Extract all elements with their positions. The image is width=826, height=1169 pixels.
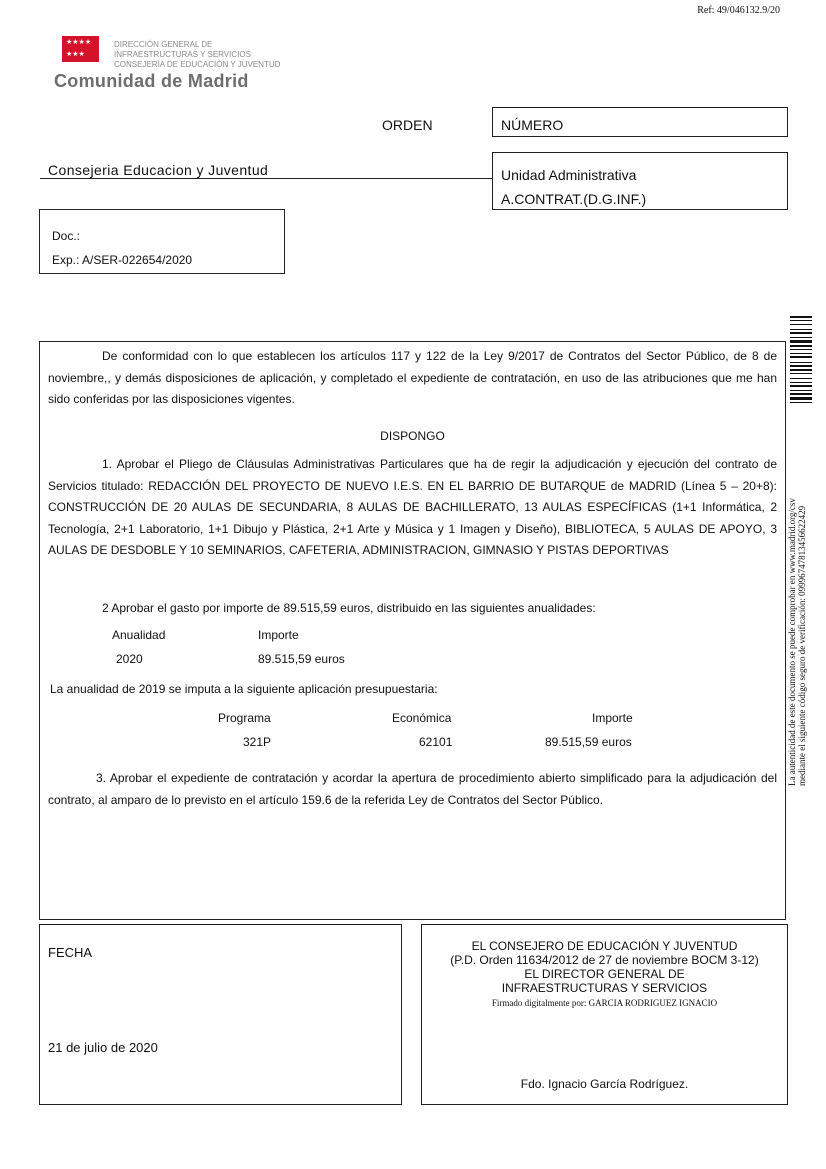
intro-paragraph: De conformidad con lo que establecen los artículos 117 y 122 de la Ley 9/2017 de Contratos del Sector Público, de 8 de noviembre,, y demás disposiciones de aplicación, y completado el expediente de contratación, en uso de las atribuciones que me han sido conferidas por las disposiciones vigentes.: [48, 349, 777, 406]
economica-header: Económica: [392, 711, 452, 725]
consejeria-name: Consejeria Educacion y Juventud: [48, 162, 269, 178]
fecha-label: FECHA: [48, 945, 93, 960]
importe-header: Importe: [258, 628, 299, 642]
issuer-header: [114, 40, 280, 70]
verification-line-2: mediante el siguiente código seguro de verificación: 0999674781345662242​9: [797, 505, 807, 786]
programa-value: 321P: [243, 735, 272, 749]
point-3: 3. Aprobar el expediente de contratación y acordar la apertura de procedimiento abierto simplificado para la adjudicación del contrato, al amparo de lo previsto en el artículo 159.6 de la referida Ley de Contratos del Sector Público.: [48, 771, 777, 807]
aplicacion-importe-header: Importe: [592, 711, 633, 725]
point-1: 1. Aprobar el Pliego de Cláusulas Administrativas Particulares que ha de regir la adjudicación y ejecución del contrato de Servicios titulado: REDACCIÓN DEL PROYECTO DE NUEVO I.E.S. EN EL BARRIO DE BUTARQUE de MADRID (Línea 5 – 20+8): CONSTRUCCIÓN DE 20 AULAS DE SECUNDARIA, 8 AULAS DE BACHILLERATO, 13 AULAS ESPECÍFICAS (1+1 Informática, 2 Tecnología, 2+1 Laboratorio, 1+1 Dibujo y Plástica, 2+1 Arte y Música y 1 Imagen y Diseño), BIBLIOTECA, 5 AULAS DE APOYO, 3 AULAS DE DESDOBLE Y 10 SEMINARIOS, CAFETERIA, ADMINISTRACION, GIMNASIO Y PISTAS DEPORTIVAS: [48, 457, 777, 557]
barcode-icon: [790, 316, 812, 438]
order-body: [39, 341, 786, 920]
signatory-line: EL CONSEJERO DE EDUCACIÓN Y JUVENTUD: [471, 939, 738, 953]
signatory-name: Fdo. Ignacio García Rodríguez.: [520, 1077, 689, 1091]
anualidad-header: Anualidad: [112, 628, 166, 642]
doc-box: [39, 209, 285, 274]
economica-value: 62101: [419, 735, 453, 749]
signatory-line: (P.D. Orden 11634/2012 de 27 de noviembre BOCM 3-12): [450, 953, 759, 967]
aplicacion-text: La anualidad de 2019 se imputa a la siguiente aplicación presupuestaria:: [50, 682, 438, 696]
issuer-line: INFRAESTRUCTURAS Y SERVICIOS: [114, 50, 251, 59]
doc-label: Doc.:: [52, 229, 81, 243]
document-reference: Ref: 49/046132.9/20: [697, 5, 780, 16]
brand-logotype: Comunidad de Madrid: [54, 71, 249, 91]
issuer-line: DIRECCIÓN GENERAL DE: [114, 40, 213, 49]
signatory-line: INFRAESTRUCTURAS Y SERVICIOS: [501, 981, 708, 995]
madrid-flag-stars-icon: ★★★★ ★★★: [62, 36, 99, 62]
orden-label: ORDEN: [382, 117, 433, 133]
digital-signature-note: Firmado digitalmente por: GARCIA RODRIGUEZ IGNACIO: [491, 998, 718, 1008]
fecha-box: [39, 924, 402, 1105]
anualidad-amount: 89.515,59 euros: [258, 652, 345, 666]
fecha-value: 21 de julio de 2020: [48, 1040, 158, 1055]
numero-label: NÚMERO: [501, 117, 564, 133]
point-2: 2 Aprobar el gasto por importe de 89.515,59 euros, distribuido en las siguientes anualidades:: [102, 601, 596, 615]
signatory-line: EL DIRECTOR GENERAL DE: [524, 967, 685, 981]
unidad-box: [492, 152, 788, 210]
numero-box: [492, 107, 788, 137]
verification-line-1: La autenticidad de este documento se puede comprobar en www.madrid.org/csv: [787, 498, 797, 786]
signature-box: [421, 924, 788, 1105]
expediente-number: Exp.: A/SER-022654/2020: [52, 253, 193, 267]
unidad-label: Unidad Administrativa: [501, 167, 637, 183]
issuer-line: CONSEJERÍA DE EDUCACIÓN Y JUVENTUD: [114, 60, 281, 69]
unidad-value: A.CONTRAT.(D.G.INF.): [501, 191, 647, 207]
anualidad-year: 2020: [116, 652, 143, 666]
dispongo-heading: DISPONGO: [380, 429, 445, 443]
aplicacion-importe-value: 89.515,59 euros: [545, 735, 632, 749]
programa-header: Programa: [218, 711, 271, 725]
consejeria-underline: [40, 178, 492, 179]
